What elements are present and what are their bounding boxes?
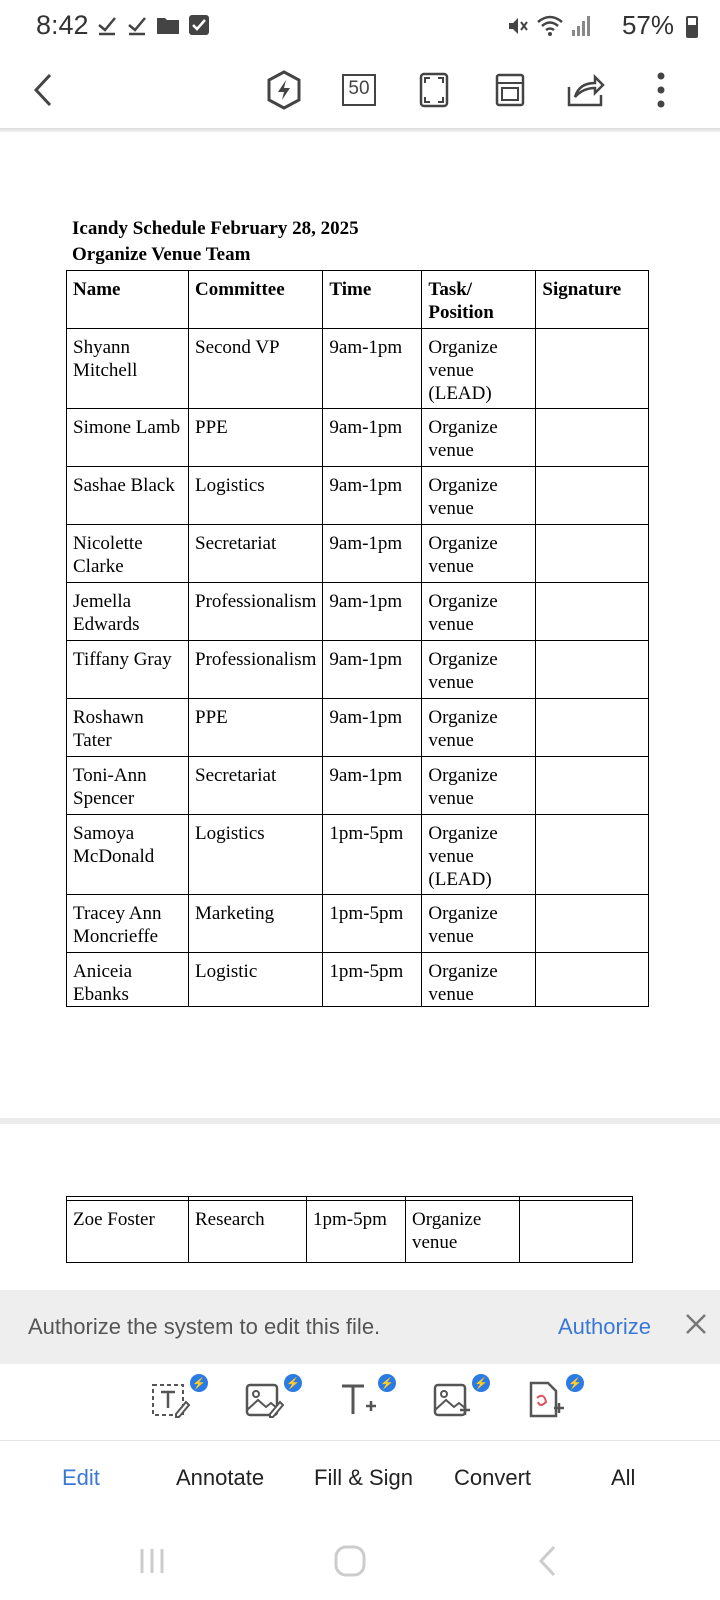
cell-task: Organize venue [422,641,536,699]
cell-task: Organize venue [422,757,536,815]
cell-signature [536,329,649,409]
page-count-label: 50 [348,78,370,99]
signal-icon [570,14,592,38]
wifi-icon [536,14,564,38]
cell-time: 9am-1pm [323,641,422,699]
cell-signature [536,815,649,895]
more-vertical-icon [656,72,666,108]
tab-convert[interactable]: Convert [454,1465,532,1490]
cell-signature [536,953,649,1007]
document-subtitle: Organize Venue Team [72,244,251,265]
status-time: 8:42 [36,10,89,40]
cell-task: Organize venue [422,699,536,757]
cell-task: Organize venue (LEAD) [422,329,536,409]
cell-signature [536,641,649,699]
home-button[interactable] [330,1541,370,1581]
cell-name: Tiffany Gray [67,641,189,699]
premium-badge-icon: ⚡ [472,1374,490,1392]
cell-committee: Professionalism [189,583,323,641]
cell-name: Jemella Edwards [67,583,189,641]
table-row [67,895,649,953]
cell-name: Zoe Foster [67,1201,189,1263]
cell-committee: Marketing [189,895,323,953]
check-icon [96,14,118,36]
authorize-banner [0,1290,720,1364]
battery-percent: 57% [621,10,674,40]
cell-task: Organize venue [422,467,536,525]
more-options-button[interactable] [637,66,685,114]
header-name: Name [67,271,189,329]
cell-time: 1pm-5pm [307,1201,406,1263]
edit-text-icon [150,1380,190,1420]
cell-signature [536,757,649,815]
cell-committee: Logistic [189,953,323,1007]
cell-task: Organize venue (LEAD) [422,815,536,895]
cell-task: Organize venue [422,525,536,583]
cell-name: Samoya McDonald [67,815,189,895]
cell-name: Tracey Ann Moncrieffe [67,895,189,953]
edit-text-tool[interactable] [150,1377,206,1430]
cell-time: 1pm-5pm [323,953,422,1007]
cell-time: 1pm-5pm [323,815,422,895]
add-text-icon [338,1380,378,1420]
cell-name: Sashae Black [67,467,189,525]
system-icons [506,14,592,38]
check-icon [126,14,148,36]
lightning-hexagon-icon [266,70,302,110]
cell-time: 9am-1pm [323,409,422,467]
header-signature: Signature [536,271,649,329]
premium-button[interactable] [260,66,308,114]
cell-task: Organize venue [406,1201,520,1263]
add-text-tool[interactable] [338,1377,394,1430]
bottom-tabs [0,1441,720,1521]
cell-signature [520,1201,633,1263]
tab-annotate[interactable]: Annotate [176,1465,265,1490]
page-view-icon [495,73,525,107]
table-row [67,583,649,641]
table-row [67,409,649,467]
premium-badge-icon: ⚡ [378,1374,396,1392]
cell-name: Simone Lamb [67,409,189,467]
cell-task: Organize venue [422,583,536,641]
premium-badge-icon: ⚡ [566,1374,584,1392]
cell-signature [536,583,649,641]
document-title: Icandy Schedule February 28, 2025 [72,218,359,239]
edit-image-icon [244,1380,284,1420]
add-page-tool[interactable] [526,1377,582,1430]
cell-signature [536,895,649,953]
header-task: Task/ Position [422,271,536,329]
cell-name: Aniceia Ebanks [67,953,189,1007]
cell-time: 9am-1pm [323,329,422,409]
mute-icon [506,14,530,38]
schedule-table [66,270,649,1007]
cell-time: 9am-1pm [323,699,422,757]
tab-fill-sign[interactable]: Fill & Sign [314,1465,414,1490]
cell-committee: Secretariat [189,525,323,583]
premium-badge-icon: ⚡ [284,1374,302,1392]
cell-committee: Research [189,1201,307,1263]
folder-icon [156,14,180,36]
cell-time: 9am-1pm [323,757,422,815]
back-chevron-icon [536,1544,560,1578]
back-arrow-icon [30,72,58,108]
notification-icons [96,14,210,36]
cell-committee: Logistics [189,467,323,525]
tab-all[interactable]: All [611,1465,636,1490]
cell-committee: Second VP [189,329,323,409]
edit-tools-row [0,1364,720,1444]
cell-signature [536,467,649,525]
edit-image-tool[interactable] [244,1377,300,1430]
share-button[interactable] [562,66,610,114]
cell-time: 9am-1pm [323,583,422,641]
cell-time: 9am-1pm [323,525,422,583]
cell-time: 1pm-5pm [323,895,422,953]
table-row [67,467,649,525]
table-header-row [67,271,649,329]
cell-time: 9am-1pm [323,467,422,525]
header-time: Time [323,271,422,329]
cell-task: Organize venue [422,409,536,467]
tab-edit[interactable]: Edit [62,1465,100,1490]
table-row [67,953,649,1007]
system-nav-bar [0,1521,720,1600]
fullscreen-icon [419,72,449,108]
checkbox-icon [188,14,210,36]
add-page-icon [526,1380,566,1420]
cell-name: Nicolette Clarke [67,525,189,583]
authorize-message: Authorize the system to edit this file. [28,1314,381,1339]
add-image-icon [432,1380,472,1420]
cell-committee: PPE [189,699,323,757]
share-icon [567,73,605,107]
recent-apps-button[interactable] [132,1541,172,1581]
cell-committee: PPE [189,409,323,467]
cell-signature [536,699,649,757]
table-row [67,641,649,699]
table-row [67,699,649,757]
premium-badge-icon: ⚡ [190,1374,208,1392]
cell-signature [536,409,649,467]
top-toolbar [0,52,720,128]
battery-icon [686,16,698,38]
page-count-button[interactable] [335,66,383,114]
back-nav-button[interactable] [528,1541,568,1581]
table-row [67,525,649,583]
authorize-button[interactable]: Authorize [558,1314,651,1339]
table-row [67,815,649,895]
cell-name: Shyann Mitchell [67,329,189,409]
cell-committee: Professionalism [189,641,323,699]
back-button[interactable] [20,66,68,114]
schedule-table-continued [66,1196,633,1263]
table-row [67,329,649,409]
close-icon[interactable] [680,1308,712,1340]
document-page-1[interactable] [0,132,720,1120]
table-row [67,757,649,815]
cell-committee: Secretariat [189,757,323,815]
add-image-tool[interactable] [432,1377,488,1430]
header-committee: Committee [189,271,323,329]
view-mode-button[interactable] [486,66,534,114]
document-page-2[interactable] [0,1124,720,1290]
cell-task: Organize venue [422,895,536,953]
recent-apps-icon [137,1546,167,1576]
cell-name: Toni-Ann Spencer [67,757,189,815]
table-row [67,1201,633,1263]
status-bar [0,0,720,52]
cell-signature [536,525,649,583]
home-icon [333,1544,367,1578]
cell-name: Roshawn Tater [67,699,189,757]
fullscreen-button[interactable] [410,66,458,114]
cell-committee: Logistics [189,815,323,895]
cell-task: Organize venue [422,953,536,1007]
